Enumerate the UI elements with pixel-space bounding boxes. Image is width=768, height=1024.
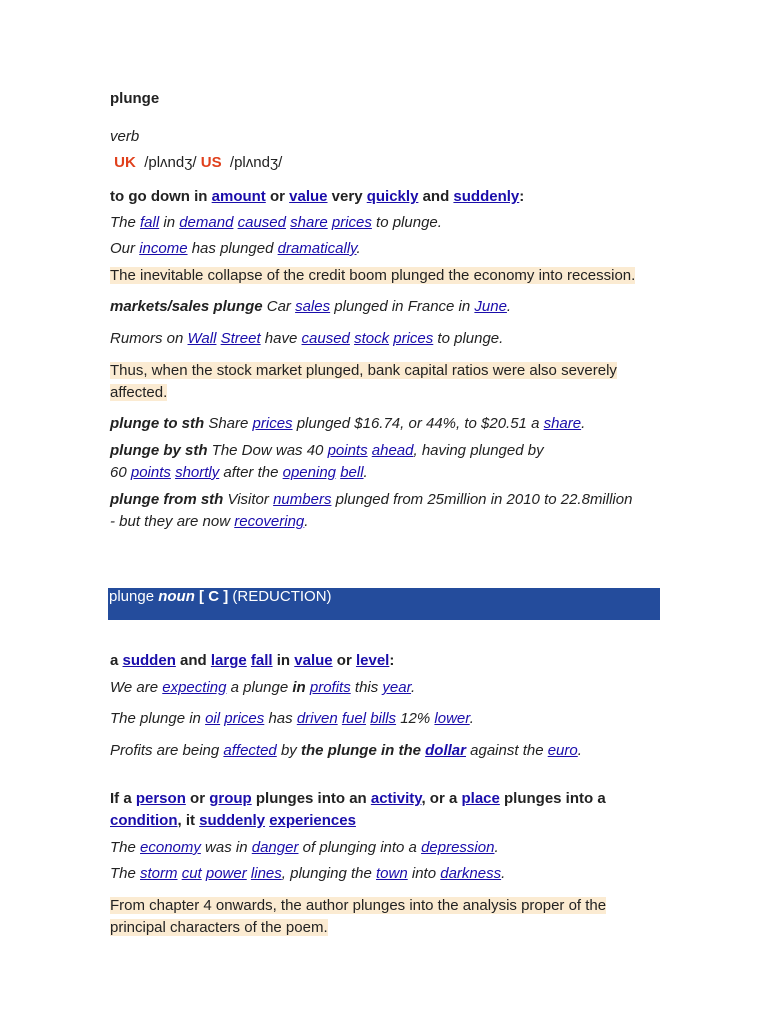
link-value[interactable]: value xyxy=(294,652,333,669)
highlight-text: The inevitable collapse of the credit boom plunged the economy into recession. xyxy=(110,267,636,284)
uk-label: UK xyxy=(114,154,136,171)
text: or xyxy=(332,652,356,669)
example-7 xyxy=(110,489,632,533)
text: in xyxy=(159,214,180,231)
text: by xyxy=(276,742,301,759)
link-prices[interactable]: prices xyxy=(393,330,434,347)
link-points[interactable]: points xyxy=(327,442,368,459)
text: The xyxy=(110,839,141,856)
text: to go down in xyxy=(110,188,212,205)
text: : xyxy=(389,652,395,669)
highlight-text: affected. xyxy=(110,384,168,401)
link-expecting[interactable]: expecting xyxy=(162,679,227,696)
text: plunged $16.74, or 44%, to $20.51 a xyxy=(292,415,544,432)
link-wall[interactable]: Wall xyxy=(187,330,217,347)
example-12 xyxy=(110,863,505,885)
link-place[interactable]: place xyxy=(461,790,500,807)
text: . xyxy=(506,298,512,315)
link-amount[interactable]: amount xyxy=(211,188,266,205)
us-label: US xyxy=(200,154,222,171)
bold-text: the plunge in the xyxy=(300,742,426,759)
example-6 xyxy=(110,440,544,484)
text: this xyxy=(350,679,383,696)
link-sales[interactable]: sales xyxy=(295,298,331,315)
text: to plunge. xyxy=(433,330,504,347)
link-bell[interactable]: bell xyxy=(340,464,364,481)
link-suddenly[interactable]: suddenly xyxy=(453,188,520,205)
link-street[interactable]: Street xyxy=(220,330,261,347)
link-fall[interactable]: fall xyxy=(140,214,160,231)
text: has xyxy=(264,710,297,727)
highlight-text: principal characters of the poem. xyxy=(110,919,328,936)
text: . xyxy=(363,464,368,481)
text: to plunge. xyxy=(371,214,442,231)
grammar-code: [ C ] xyxy=(199,588,229,605)
text: a plunge xyxy=(226,679,293,696)
link-shortly[interactable]: shortly xyxy=(175,464,220,481)
text: . xyxy=(356,240,361,257)
link-fuel[interactable]: fuel xyxy=(341,710,367,727)
text: Car xyxy=(262,298,296,315)
text: . xyxy=(469,710,474,727)
text: , or a xyxy=(421,790,462,807)
link-dramatically[interactable]: dramatically xyxy=(277,240,357,257)
example-4 xyxy=(110,328,503,350)
text: plunges into an xyxy=(251,790,371,807)
pattern-label: plunge by sth xyxy=(110,442,208,459)
link-experiences[interactable]: experiences xyxy=(269,812,356,829)
link-cut[interactable]: cut xyxy=(181,865,202,882)
text: of plunging into a xyxy=(298,839,422,856)
text: . xyxy=(411,679,416,696)
link-numbers[interactable]: numbers xyxy=(273,491,332,508)
text: We are xyxy=(110,679,163,696)
text: . xyxy=(501,865,506,882)
text: . xyxy=(577,742,582,759)
text: Rumors on xyxy=(110,330,188,347)
noun-header xyxy=(109,588,332,606)
link-bills[interactable]: bills xyxy=(370,710,397,727)
link-prices[interactable]: prices xyxy=(331,214,372,231)
link-prices[interactable]: prices xyxy=(252,415,293,432)
text: The xyxy=(110,865,141,882)
text: very xyxy=(327,188,367,205)
link-danger[interactable]: danger xyxy=(251,839,299,856)
link-lines[interactable]: lines xyxy=(250,865,282,882)
link-caused[interactable]: caused xyxy=(301,330,350,347)
noun-header-bar xyxy=(108,588,660,620)
definition-noun xyxy=(110,650,394,672)
link-value[interactable]: value xyxy=(289,188,328,205)
text: plunged from 25million in 2010 to 22.8million xyxy=(331,491,633,508)
link-share[interactable]: share xyxy=(543,415,582,432)
link-quickly[interactable]: quickly xyxy=(366,188,419,205)
text: into xyxy=(407,865,441,882)
text: was in xyxy=(200,839,252,856)
text: plunge xyxy=(109,588,159,605)
link-condition[interactable]: condition xyxy=(110,812,178,829)
text: . xyxy=(304,513,309,530)
link-suddenly[interactable]: suddenly xyxy=(199,812,266,829)
link-dollar[interactable]: dollar xyxy=(425,742,466,759)
example-2 xyxy=(110,238,361,260)
pronunciation xyxy=(110,152,282,174)
text: Profits are being xyxy=(110,742,224,759)
text: The Dow was 40 xyxy=(207,442,328,459)
text: , it xyxy=(177,812,200,829)
us-pron: /plʌndʒ/ xyxy=(229,154,283,171)
text: . xyxy=(494,839,499,856)
link-points[interactable]: points xyxy=(130,464,171,481)
example-9 xyxy=(110,708,474,730)
link-activity[interactable]: activity xyxy=(370,790,422,807)
text: has plunged xyxy=(187,240,278,257)
example-10 xyxy=(110,740,582,762)
highlight-example-3 xyxy=(110,895,606,939)
example-3 xyxy=(110,296,511,318)
text: have xyxy=(260,330,302,347)
text: after the xyxy=(219,464,283,481)
link-group[interactable]: group xyxy=(209,790,252,807)
link-sudden[interactable]: sudden xyxy=(122,652,176,669)
text: or xyxy=(185,790,210,807)
text: against the xyxy=(465,742,548,759)
pattern-label: plunge to sth xyxy=(110,415,205,432)
link-demand[interactable]: demand xyxy=(179,214,234,231)
text: , plunging the xyxy=(281,865,377,882)
text: a xyxy=(110,652,123,669)
link-person[interactable]: person xyxy=(135,790,186,807)
highlight-example-2 xyxy=(110,360,617,404)
link-lower[interactable]: lower xyxy=(434,710,470,727)
text: If a xyxy=(110,790,136,807)
link-recovering[interactable]: recovering xyxy=(234,513,305,530)
part-of-speech: verb xyxy=(110,128,140,145)
link-depression[interactable]: depression xyxy=(421,839,495,856)
text: 60 xyxy=(110,464,131,481)
pattern-label: markets/sales plunge xyxy=(110,298,263,315)
text: or xyxy=(265,188,290,205)
link-affected[interactable]: affected xyxy=(223,742,277,759)
pattern-label: plunge from sth xyxy=(110,491,224,508)
link-prices[interactable]: prices xyxy=(224,710,265,727)
definition-verb xyxy=(110,186,524,208)
text: and xyxy=(175,652,211,669)
highlight-example-1 xyxy=(110,265,635,287)
text: The plunge in xyxy=(110,710,206,727)
text: in xyxy=(272,652,295,669)
text: plunged in France in xyxy=(330,298,475,315)
link-profits[interactable]: profits xyxy=(309,679,351,696)
highlight-text: Thus, when the stock market plunged, bank capital ratios were also severely xyxy=(110,362,617,379)
link-large[interactable]: large xyxy=(210,652,247,669)
link-level[interactable]: level xyxy=(355,652,390,669)
example-8 xyxy=(110,677,415,699)
link-year[interactable]: year xyxy=(382,679,412,696)
link-euro[interactable]: euro xyxy=(547,742,578,759)
link-fall[interactable]: fall xyxy=(250,652,273,669)
headword: plunge xyxy=(110,90,160,107)
text: and xyxy=(418,188,454,205)
link-oil[interactable]: oil xyxy=(205,710,221,727)
text: plunges into a xyxy=(499,790,606,807)
link-stock[interactable]: stock xyxy=(354,330,390,347)
link-town[interactable]: town xyxy=(376,865,408,882)
definition-plunge-into xyxy=(110,788,606,832)
text: . xyxy=(581,415,586,432)
example-1 xyxy=(110,212,442,234)
text: The xyxy=(110,214,141,231)
noun-pos: noun xyxy=(158,588,195,605)
link-darkness[interactable]: darkness xyxy=(440,865,502,882)
example-11 xyxy=(110,837,499,859)
link-caused[interactable]: caused xyxy=(237,214,286,231)
link-opening[interactable]: opening xyxy=(282,464,337,481)
text: - but they are now xyxy=(110,513,235,530)
bold-text: in xyxy=(292,679,306,696)
text: 12% xyxy=(396,710,435,727)
link-june[interactable]: June xyxy=(474,298,507,315)
text: : xyxy=(519,188,525,205)
link-income[interactable]: income xyxy=(139,240,188,257)
text: Visitor xyxy=(223,491,274,508)
link-storm[interactable]: storm xyxy=(140,865,178,882)
link-driven[interactable]: driven xyxy=(296,710,338,727)
link-economy[interactable]: economy xyxy=(140,839,201,856)
example-5 xyxy=(110,413,585,435)
text: Our xyxy=(110,240,140,257)
link-power[interactable]: power xyxy=(205,865,247,882)
text: , having plunged by xyxy=(413,442,544,459)
sense-label: (REDUCTION) xyxy=(228,588,332,605)
link-ahead[interactable]: ahead xyxy=(371,442,414,459)
link-share[interactable]: share xyxy=(290,214,328,231)
uk-pron: /plʌndʒ/ xyxy=(144,154,197,171)
text: Share xyxy=(204,415,253,432)
highlight-text: From chapter 4 onwards, the author plunges into the analysis proper of the xyxy=(110,897,607,914)
